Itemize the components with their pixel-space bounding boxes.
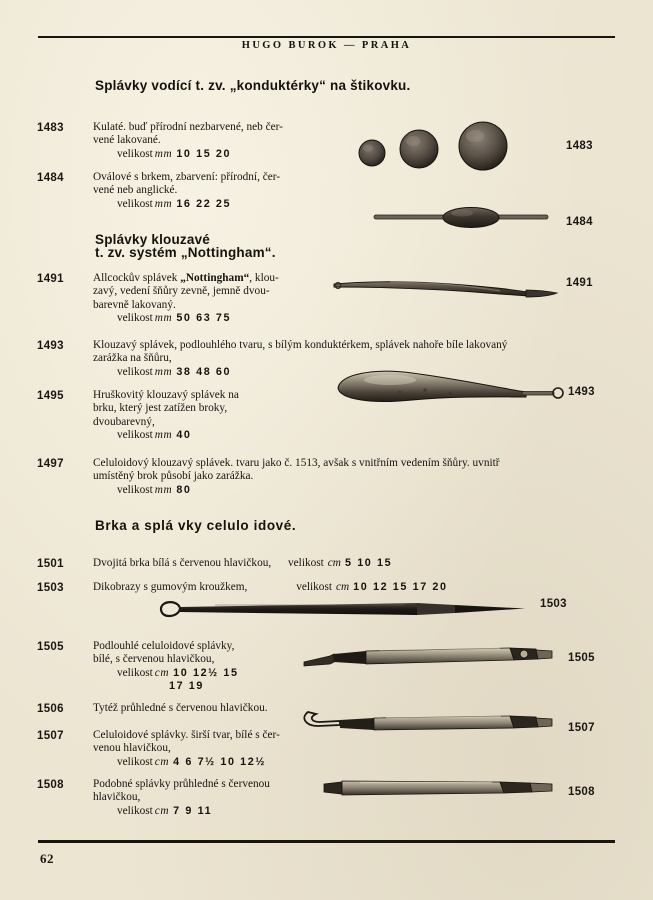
size-unit: mm [154, 197, 173, 210]
size-unit: cm [154, 666, 170, 679]
size-label: velikost [117, 483, 153, 496]
size-unit: cm [154, 804, 170, 817]
item-number-1483: 1483 [37, 122, 64, 134]
figure-float-round-medium [398, 128, 440, 175]
item-text-1503 [93, 581, 613, 594]
section-title-brka: Brka a splá vky celulo idové. [95, 518, 297, 533]
size-label: velikost [117, 197, 153, 210]
figure-float-oval-quill [372, 204, 550, 237]
size-label: velikost [117, 666, 153, 679]
size-unit: mm [154, 365, 173, 378]
size-unit: mm [154, 312, 173, 325]
figure-number-1491: 1491 [566, 277, 593, 289]
item-size-line [117, 148, 313, 161]
item-line: Dikobrazy s gumovým kroužkem, [93, 581, 248, 593]
item-size-line [117, 312, 325, 325]
item-number-1503: 1503 [37, 582, 64, 594]
item-size-line [117, 667, 323, 680]
size-unit: mm [154, 147, 173, 160]
size-values-cont: 17 19 [169, 680, 205, 693]
figure-float-round-small [357, 138, 387, 173]
item-number-1508: 1508 [37, 779, 64, 791]
item-text-1501 [93, 557, 613, 570]
size-values: 10 12½ 15 [173, 666, 239, 679]
item-size-line-cont [169, 680, 323, 693]
size-unit: mm [154, 429, 173, 442]
size-label: velikost [288, 557, 324, 569]
figure-number-1507: 1507 [568, 722, 595, 734]
figure-float-nottingham-torpedo [330, 366, 565, 415]
item-line: Celuloidový klouzavý splávek. tvaru jako č. 1513, avšak s vnitřním vedením šňůry. uvnitř [93, 457, 500, 469]
item-size-line [117, 484, 623, 497]
item-number-1493: 1493 [37, 340, 64, 352]
item-line: vené lakované. [93, 134, 161, 147]
size-unit: cm [154, 755, 170, 768]
item-line: Podobné splávky průhledné s červenou [93, 778, 270, 790]
page-number: 62 [40, 851, 54, 866]
item-line: venou hlavičkou, [93, 742, 171, 755]
figure-number-1503: 1503 [540, 598, 567, 610]
size-label: velikost [117, 147, 153, 160]
item-size-line [117, 198, 313, 211]
header-rule [38, 36, 615, 38]
figure-celluloid-float-long [300, 640, 562, 679]
item-text-1507 [93, 729, 323, 769]
figure-celluloid-float-clear [296, 706, 562, 747]
item-number-1497: 1497 [37, 458, 64, 470]
item-line: Tytéž průhledné s červenou hlavičkou. [93, 702, 268, 714]
section-title-konduktery: Splávky vodící t. zv. „konduktérky“ na štikovku. [95, 78, 411, 93]
item-line: umístěný brok působí jako zarážka. [93, 470, 254, 483]
figure-porcupine-quill [155, 596, 531, 627]
item-number-1501: 1501 [37, 558, 64, 570]
item-number-1491: 1491 [37, 273, 64, 285]
size-unit: cm [327, 557, 341, 569]
size-label: velikost [117, 365, 153, 378]
size-unit: cm [335, 581, 350, 593]
item-line: Kulaté. buď přírodní nezbarvené, neb čer- [93, 121, 283, 133]
item-line: zavý, vedení šňůry zevně, jemně dvou- [93, 285, 270, 298]
figure-number-1483: 1483 [566, 140, 593, 152]
size-values: 4 6 7½ 10 12½ [173, 755, 266, 768]
item-text-1484 [93, 171, 313, 211]
item-text-1505 [93, 640, 323, 694]
item-line: brku, který jest zatížen broky, [93, 402, 228, 415]
size-label: velikost [117, 804, 153, 817]
item-text-1491 [93, 272, 325, 326]
item-line: Hruškovitý klouzavý splávek na [93, 389, 239, 401]
item-text-1483 [93, 121, 313, 161]
item-line: bílé, s červenou hlavičkou, [93, 653, 215, 666]
figure-number-1505: 1505 [568, 652, 595, 664]
item-line: zarážka na šňůru, [93, 352, 172, 365]
item-number-1506: 1506 [37, 703, 64, 715]
size-values: 5 10 15 [344, 557, 393, 569]
page-header: HUGO BUROK — PRAHA [241, 40, 412, 51]
figure-number-1508: 1508 [568, 786, 595, 798]
item-line: vené neb anglické. [93, 184, 178, 197]
size-values: 50 63 75 [176, 312, 232, 325]
item-size-line [117, 429, 293, 442]
figure-float-round-large [457, 120, 509, 177]
size-values: 10 15 20 [176, 147, 232, 160]
product-name-nottingham: „Nottingham“ [180, 272, 250, 284]
item-text-1495 [93, 389, 293, 443]
item-number-1495: 1495 [37, 390, 64, 402]
item-line: Klouzavý splávek, podlouhlého tvaru, s bílým konduktérkem, splávek nahoře bíle lakovaný [93, 339, 508, 351]
item-number-1484: 1484 [37, 172, 64, 184]
item-line: hlavičkou, [93, 791, 141, 804]
item-line: Podlouhlé celuloidové splávky, [93, 640, 235, 652]
size-label: velikost [296, 581, 332, 593]
item-size-line [117, 805, 323, 818]
size-values: 16 22 25 [176, 197, 232, 210]
size-values: 38 48 60 [176, 365, 232, 378]
item-line: Allcockův splávek „Nottingham“, klou- [93, 272, 279, 284]
size-label: velikost [117, 429, 153, 442]
figure-number-1493: 1493 [568, 386, 595, 398]
size-unit: mm [154, 483, 173, 496]
size-label: velikost [117, 755, 153, 768]
item-number-1507: 1507 [37, 730, 64, 742]
size-values: 80 [176, 483, 192, 496]
size-label: velikost [117, 312, 153, 325]
size-values: 40 [176, 429, 192, 442]
item-text-1497 [93, 457, 623, 497]
item-line: barevně lakovaný. [93, 298, 176, 311]
item-text-1508 [93, 778, 323, 818]
figure-number-1484: 1484 [566, 216, 593, 228]
figure-celluloid-float-wide [320, 772, 562, 809]
section-title-klouzave-line1: Splávky klouzavé [95, 232, 211, 247]
section-title-klouzave-line2: t. zv. systém „Nottingham“. [95, 245, 276, 260]
item-size-line [117, 756, 323, 769]
item-number-1505: 1505 [37, 641, 64, 653]
footer-rule [38, 840, 615, 843]
figure-float-nottingham-slim [330, 268, 560, 311]
item-line: Dvojitá brka bílá s červenou hlavičkou, [93, 557, 272, 569]
size-values: 7 9 11 [173, 804, 213, 817]
item-line: Oválové s brkem, zbarvení: přírodní, čer- [93, 171, 281, 183]
item-line: dvoubarevný, [93, 415, 155, 428]
item-line: Celuloidové splávky. širší tvar, bílé s čer- [93, 729, 280, 741]
size-values: 10 12 15 17 20 [353, 581, 448, 593]
